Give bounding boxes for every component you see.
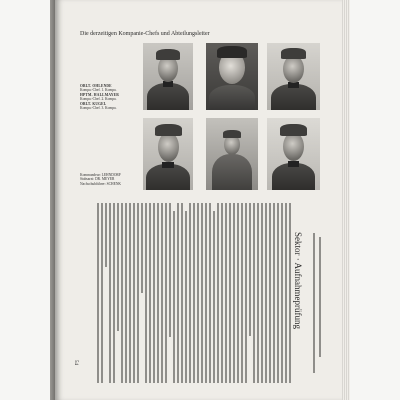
text-line <box>257 203 259 383</box>
text-line <box>101 203 103 383</box>
text-line <box>265 203 267 383</box>
page-stack-edge <box>342 0 350 400</box>
text-line <box>137 203 139 383</box>
caption-entry: Nachschubführer: SCHENK <box>80 181 122 186</box>
caption-entry <box>80 84 119 93</box>
text-line <box>205 203 207 383</box>
text-line <box>225 203 227 383</box>
text-line <box>253 203 255 383</box>
caption-group-row2 <box>80 173 121 186</box>
text-line <box>233 203 235 383</box>
text-line <box>197 203 199 383</box>
page-number: 54 <box>73 360 78 365</box>
page-title: Die derzeitigen Kompanie-Chefs und Abteilungsleiter <box>80 31 210 37</box>
text-line <box>133 203 135 383</box>
text-line <box>261 203 263 383</box>
text-line <box>97 203 99 383</box>
text-line <box>129 203 131 383</box>
caption-role: Kompa.-Chef. 2. Kompa. <box>80 97 117 102</box>
portrait-photo <box>206 118 258 190</box>
caption-name: OBLT. KUGEL <box>80 101 107 106</box>
text-line <box>213 211 215 383</box>
text-line <box>273 203 275 383</box>
portrait-photo <box>267 43 320 110</box>
caption-entry: Kommandeur: LEHNDORF <box>80 173 121 177</box>
text-line <box>189 203 191 383</box>
text-line <box>165 203 167 383</box>
text-line <box>149 203 151 383</box>
portrait-photo <box>267 118 320 190</box>
text-line <box>201 203 203 383</box>
text-line <box>281 203 283 383</box>
text-line <box>117 203 119 331</box>
caption-entry <box>80 102 119 111</box>
text-line <box>153 203 155 383</box>
text-line <box>161 203 163 383</box>
caption-role: Kompa.-Chef. 1. Kompa. <box>80 88 117 93</box>
text-line <box>185 211 187 383</box>
text-line <box>173 211 175 383</box>
text-line <box>269 203 271 383</box>
text-line <box>105 203 107 267</box>
caption-entry: Stabsarzt: DR. MEYER <box>80 177 115 182</box>
text-line <box>193 203 195 383</box>
text-line <box>237 203 239 383</box>
text-line <box>177 203 179 383</box>
text-line <box>245 203 247 383</box>
portrait-photo <box>143 118 193 190</box>
section-heading: Sektor · Aufnahmeprüfung <box>293 232 303 329</box>
text-line <box>125 203 127 383</box>
text-line <box>313 233 315 373</box>
text-line <box>285 203 287 383</box>
text-line <box>169 203 171 337</box>
text-line <box>319 237 321 357</box>
text-line <box>113 203 115 383</box>
caption-role: Kompa.-Chef. 3. Kompa. <box>80 106 117 111</box>
text-line <box>217 203 219 383</box>
portrait-photo <box>206 43 258 110</box>
text-line <box>241 203 243 383</box>
text-line <box>277 203 279 383</box>
text-line <box>157 203 159 383</box>
text-line <box>109 203 111 383</box>
text-line <box>229 203 231 383</box>
text-line <box>145 203 147 383</box>
text-line <box>141 203 143 293</box>
caption-group-row1 <box>80 84 119 110</box>
text-line <box>209 203 211 383</box>
text-line <box>249 203 251 336</box>
text-line <box>121 203 123 383</box>
text-line <box>289 203 291 383</box>
caption-entry <box>80 93 119 102</box>
portrait-photo <box>143 43 193 110</box>
caption-name: HPTM. HALLMAYER <box>80 92 120 97</box>
text-line <box>181 203 183 383</box>
caption-name: OBLT. OHLENDE <box>80 84 112 88</box>
text-line <box>221 203 223 383</box>
